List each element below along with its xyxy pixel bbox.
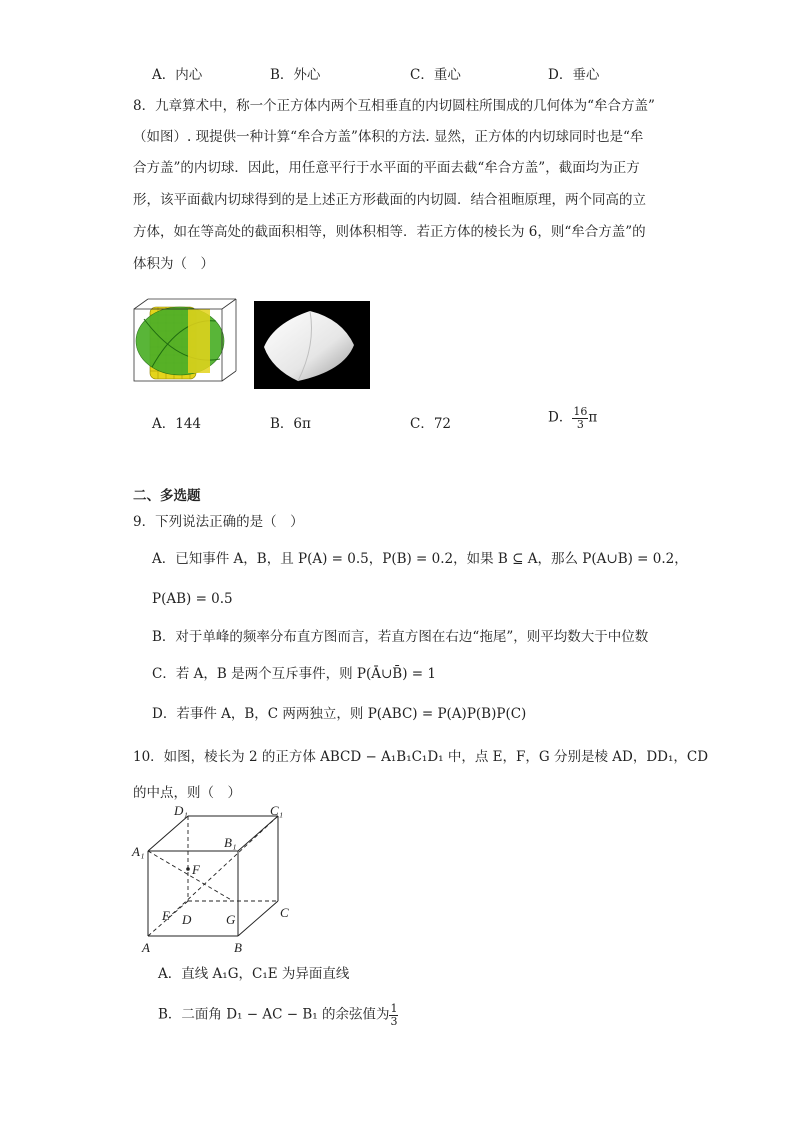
q10-option-a: A．直线 A₁G，C₁E 为异面直线 xyxy=(158,966,350,982)
q8-option-d-denominator: 3 xyxy=(576,417,584,431)
section-title-multiple-choice: 二、多选题 xyxy=(133,488,201,504)
q8-option-d-numerator: 16 xyxy=(573,405,588,418)
q8-option-d-prefix: D． xyxy=(548,409,573,426)
q7-option-b: B．外心 xyxy=(270,67,321,83)
q8-cube-cylinders-figure xyxy=(132,297,238,383)
q10-option-b xyxy=(158,1003,398,1027)
q8-stem-line-4: 形，该平面截内切球得到的是上述正方形截面的内切圆．结合祖暅原理，两个同高的立 xyxy=(133,192,646,208)
q10-option-b-text: B．二面角 D₁ − AC − B₁ 的余弦值为 xyxy=(158,1006,390,1023)
q8-stem-line-1: 8．九章算术中，称一个正方体内两个互相垂直的内切圆柱所围成的几何体为“牟合方盖” xyxy=(133,98,655,114)
edge-a1d1 xyxy=(148,816,188,851)
label-d1: D₁ xyxy=(174,806,188,818)
q9-option-d: D．若事件 A，B，C 两两独立，则 P(ABC) = P(A)P(B)P(C) xyxy=(152,706,527,722)
q8-stem-line-5: 方体，如在等高处的截面积相等，则体积相等．若正方体的棱长为 6，则“牟合方盖”的 xyxy=(133,224,646,240)
edge-cb xyxy=(238,901,278,936)
line-c1e xyxy=(168,816,278,918)
q10-stem-line-1: 10．如图，棱长为 2 的正方体 ABCD − A₁B₁C₁D₁ 中，点 E，F，G 分别是棱 AD，DD₁，CD xyxy=(133,749,709,765)
q10-option-b-numerator: 1 xyxy=(390,1002,398,1015)
q8-option-d-fraction xyxy=(572,406,588,430)
q7-option-d: D．垂心 xyxy=(548,67,600,83)
label-a1: A₁ xyxy=(132,844,145,859)
q10-cube-figure xyxy=(130,806,300,956)
q8-mouhefanggai-figure xyxy=(254,301,370,389)
label-f: F xyxy=(192,862,200,877)
line-a1g xyxy=(148,851,233,901)
label-d: D xyxy=(182,912,192,927)
label-b: B xyxy=(234,940,242,955)
q7-option-c: C．重心 xyxy=(410,67,461,83)
q8-option-a: A．144 xyxy=(152,416,202,432)
q8-stem-line-6: 体积为（ ） xyxy=(133,256,214,272)
label-a: A xyxy=(142,940,150,955)
q8-option-d-suffix: π xyxy=(588,409,598,426)
q10-option-b-denominator: 3 xyxy=(390,1014,398,1028)
label-b1: B₁ xyxy=(224,835,237,850)
point-f xyxy=(186,867,190,871)
q9-stem: 9．下列说法正确的是（ ） xyxy=(133,514,304,530)
q8-option-c: C．72 xyxy=(410,416,452,432)
label-c1: C₁ xyxy=(270,806,284,818)
q10-option-b-fraction xyxy=(389,1003,398,1027)
q9-option-c: C．若 A，B 是两个互斥事件，则 P(Ā∪B̄) = 1 xyxy=(152,666,436,682)
q9-option-a-line-1: A．已知事件 A，B，且 P(A) = 0.5，P(B) = 0.2，如果 B ⊆ A，那么 P(A∪B) = 0.2， xyxy=(152,551,688,567)
label-g: G xyxy=(226,912,236,927)
q9-option-b: B．对于单峰的频率分布直方图而言，若直方图在右边“拖尾”，则平均数大于中位数 xyxy=(152,629,649,645)
q10-stem-line-2: 的中点，则（ ） xyxy=(133,785,241,801)
q7-option-a: A．内心 xyxy=(152,67,203,83)
label-c: C xyxy=(280,905,289,920)
label-e: E xyxy=(162,908,170,923)
q8-option-d xyxy=(548,406,597,430)
q8-stem-line-3: 合方盖”的内切球．因此，用任意平行于水平面的平面去截“牟合方盖”，截面均为正方 xyxy=(133,160,640,176)
q8-stem-line-2: （如图）. 现提供一种计算“牟合方盖”体积的方法. 显然，正方体的内切球同时也是“牟 xyxy=(133,129,644,145)
q8-option-b: B．6π xyxy=(270,416,311,432)
q9-option-a-line-2: P(AB) = 0.5 xyxy=(152,591,233,607)
